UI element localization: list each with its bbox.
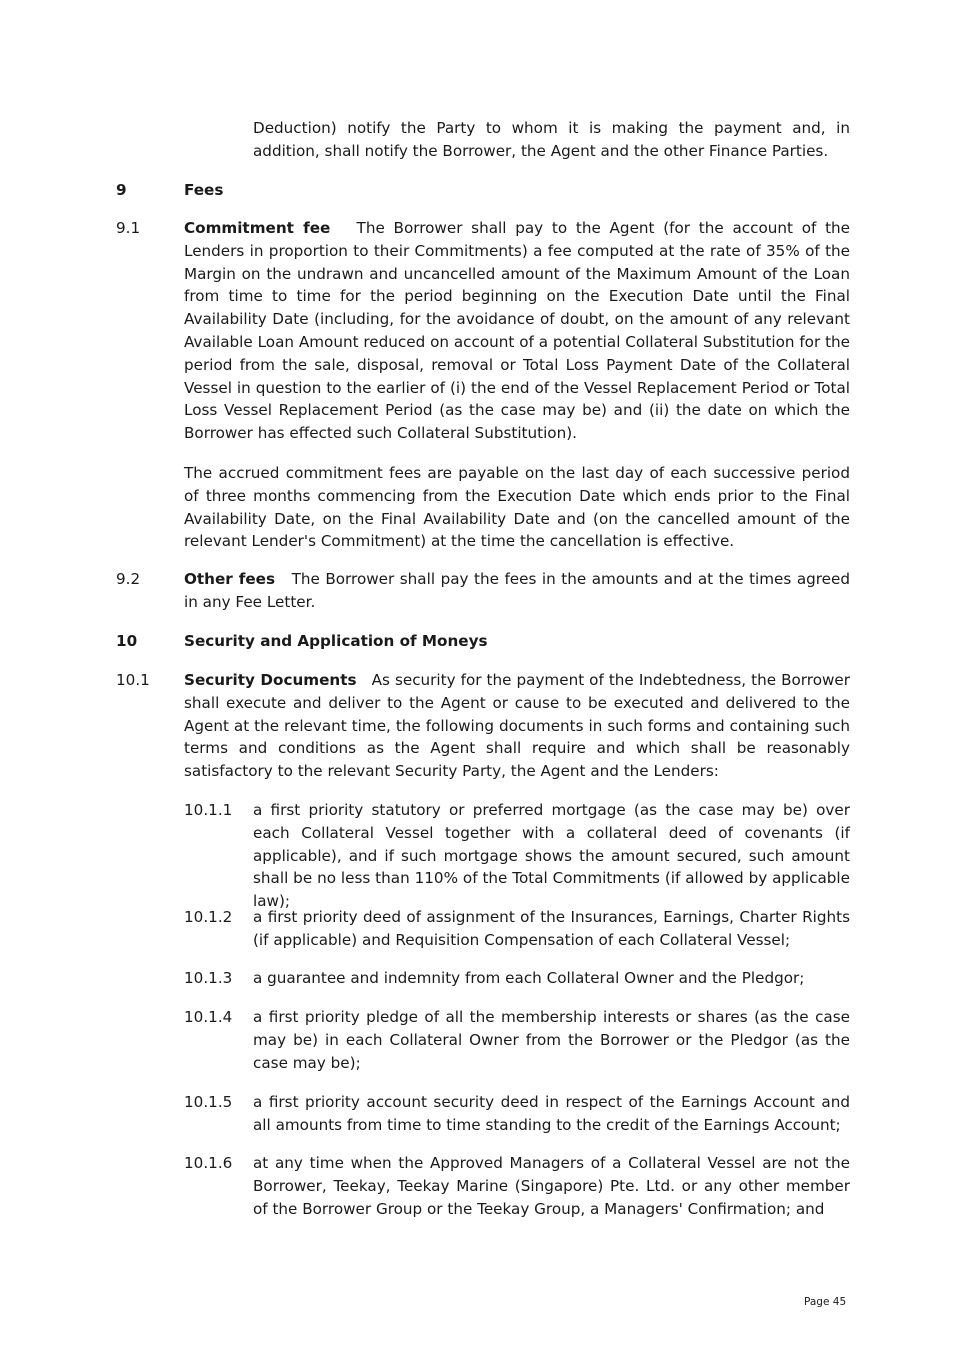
section-9-title: Fees (184, 181, 224, 199)
item-10-1-3-text: a guarantee and indemnity from each Collateral Owner and the Pledgor; (253, 969, 805, 987)
section-9-number: 9 (116, 181, 127, 199)
clause-9-1-title: Commitment fee (184, 219, 331, 237)
clause-10-1-number: 10.1 (116, 671, 150, 689)
clause-9-2-number: 9.2 (116, 570, 141, 588)
item-10-1-3-number: 10.1.3 (184, 969, 233, 987)
continuation-paragraph: Deduction) notify the Party to whom it is making the payment and, in addition, shall notify the Borrower, the Agent and the other Finance Parties. (253, 119, 850, 160)
section-10-number: 10 (116, 632, 138, 650)
item-10-1-1-number: 10.1.1 (184, 801, 233, 819)
clause-9-2-title: Other fees (184, 570, 276, 588)
item-10-1-4-number: 10.1.4 (184, 1008, 233, 1026)
page-number: Page 45 (804, 1296, 847, 1308)
item-10-1-2-number: 10.1.2 (184, 908, 233, 926)
item-10-1-2-text: a first priority deed of assignment of the Insurances, Earnings, Charter Rights (if applicable) and Requisition Compensation of each Collateral Vessel; (253, 908, 850, 949)
clause-9-2-paragraph (184, 568, 850, 614)
clause-9-2-body: The Borrower shall pay the fees in the amounts and at the times agreed in any Fee Letter. (184, 570, 851, 611)
clause-10-1-body: As security for the payment of the Indebtedness, the Borrower shall execute and deliver to the Agent or cause to be executed and delivered to the Agent at the relevant time, the following documents in such forms and containing such terms and conditions as the Agent shall require and which shall be reasonably satisfactory to the relevant Security Party, the Agent and the Lenders: (184, 671, 850, 781)
item-10-1-1-text: a first priority statutory or preferred mortgage (as the case may be) over each Collateral Vessel together with a collateral deed of covenants (if applicable), and if such mortgage shows the amount secured, such amount shall be no less than 110% of the Total Commitments (if allowed by applicable law); (253, 801, 850, 911)
section-10-title: Security and Application of Moneys (184, 632, 488, 650)
item-10-1-5-number: 10.1.5 (184, 1093, 233, 1111)
item-10-1-6-text: at any time when the Approved Managers of a Collateral Vessel are not the Borrower, Teekay, Teekay Marine (Singapore) Pte. Ltd. or any other member of the Borrower Group or the Teekay Group, a Managers' Confirmation; and (253, 1154, 850, 1218)
clause-9-1-paragraph (184, 217, 850, 445)
item-10-1-5-text: a first priority account security deed in respect of the Earnings Account and all amounts from time to time standing to the credit of the Earnings Account; (253, 1093, 850, 1134)
clause-10-1-title: Security Documents (184, 671, 357, 689)
item-10-1-4-text: a first priority pledge of all the membership interests or shares (as the case may be) in each Collateral Owner from the Borrower or the Pledgor (as the case may be); (253, 1008, 850, 1072)
clause-9-1-number: 9.1 (116, 219, 141, 237)
clause-9-1-body: The Borrower shall pay to the Agent (for the account of the Lenders in proportion to their Commitments) a fee computed at the rate of 35% of the Margin on the undrawn and uncancelled amount of the Maximum Amount of the Loan from time to time for the period beginning on the Execution Date until the Final Availability Date (including, for the avoidance of doubt, on the amount of any relevant Available Loan Amount reduced on account of a potential Collateral Substitution for the period from the sale, disposal, removal or Total Loss Payment Date of the Collateral Vessel in question to the earlier of (i) the end of the Vessel Replacement Period or Total Loss Vessel Replacement Period (as the case may be) and (ii) the date on which the Borrower has effected such Collateral Substitution). (184, 219, 851, 443)
item-10-1-6-number: 10.1.6 (184, 1154, 233, 1172)
clause-9-1-paragraph-2: The accrued commitment fees are payable on the last day of each successive period of three months commencing from the Execution Date which ends prior to the Final Availability Date, on the Final Availability Date and (on the cancelled amount of the relevant Lender's Commitment) at the time the cancellation is effective. (184, 464, 850, 551)
clause-10-1-paragraph (184, 669, 850, 783)
